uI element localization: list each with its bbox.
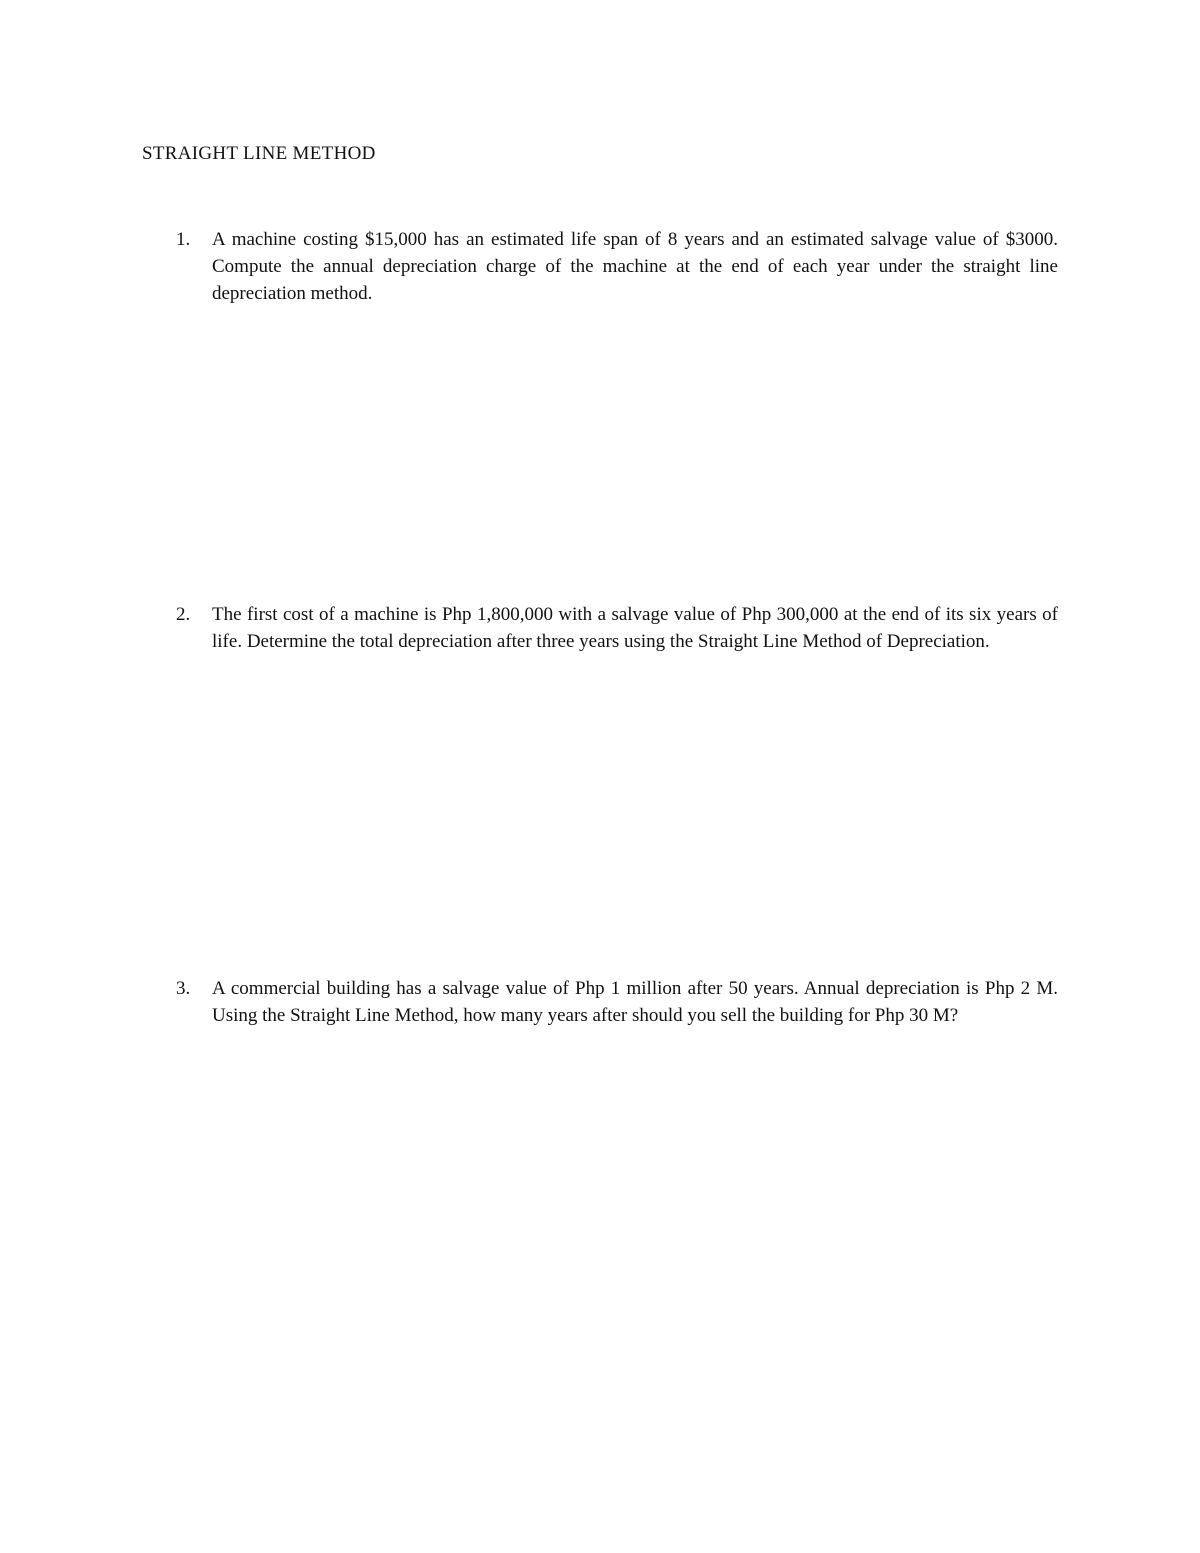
problem-number: 1. [176,229,191,250]
page-title: STRAIGHT LINE METHOD [142,143,376,164]
problem-text: A machine costing $15,000 has an estimated life span of 8 years and an estimated salvage value of $3000. Compute the annual depreciation charge of the machine at the end of each year under the straight line depreciation method. [212,229,1058,304]
problem-text: The first cost of a machine is Php 1,800,000 with a salvage value of Php 300,000 at the end of its six years of life. Determine the total depreciation after three years using the Straight Line Method of Depreciation. [212,604,1058,652]
problem-3 [142,975,1058,1029]
problem-number: 2. [176,604,191,625]
problem-1 [142,226,1058,307]
problem-number: 3. [176,978,191,999]
problem-text: A commercial building has a salvage value of Php 1 million after 50 years. Annual depreciation is Php 2 M. Using the Straight Line Method, how many years after should you sell the building for Php 30 M? [212,978,1058,1026]
problem-2 [142,601,1058,655]
